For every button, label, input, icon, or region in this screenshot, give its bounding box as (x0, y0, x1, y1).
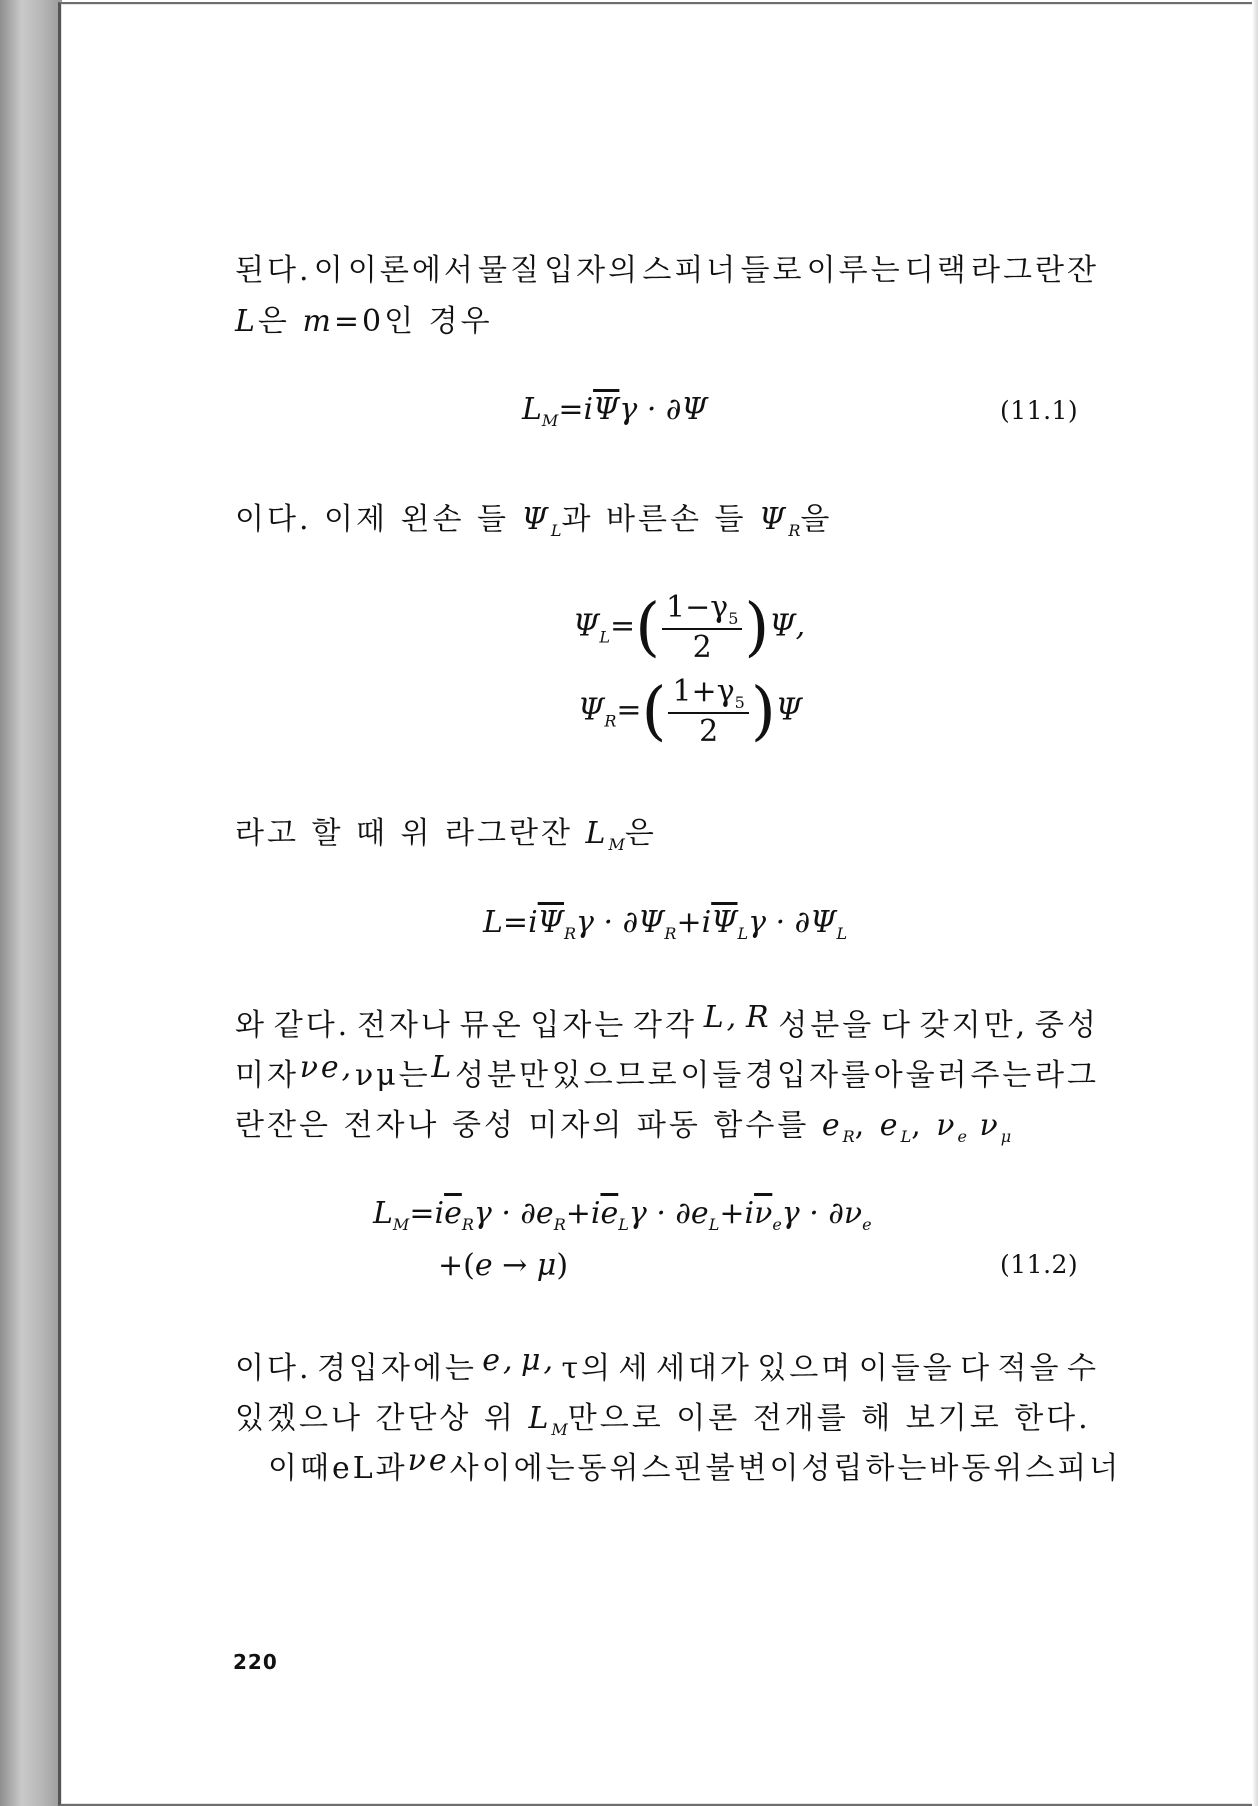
para3: 라고 할 때 위 라그란잔 $L_M$은 (235, 816, 657, 854)
word: 있으며 (757, 1351, 854, 1386)
word: 있으므로 (551, 1058, 680, 1093)
word: 된다. (235, 253, 312, 288)
equation-11-2-line2: +(e → μ) (438, 1248, 569, 1283)
para5-line3 (268, 1443, 1122, 1487)
word: 이 (313, 253, 346, 288)
word: 때 (299, 1451, 332, 1486)
word: 각각 (633, 1008, 697, 1043)
word: 같다. (273, 1008, 351, 1043)
equation-number-11-2: (11.2) (1000, 1250, 1079, 1279)
word: eL과 (331, 1451, 408, 1486)
equation-psi-R: $\Psi_R=$( $\frac{1+\gamma_5}{2}$ )Ψ (578, 674, 803, 749)
word: 중성 (1034, 1008, 1099, 1043)
equation-11-2-line1: $L_M=i\overline{e}_R\gamma \cdot \partial e_R+i\overline{e}_L\gamma \cdot \partial e_L+i\overline{\nu}_e\gamma \cdot \partial\nu_e$ (373, 1196, 872, 1234)
word: νe (407, 1443, 450, 1478)
word: 라그란잔 (971, 253, 1099, 288)
word: 디랙 (904, 253, 969, 288)
word: 미자 (235, 1058, 299, 1093)
word: 경입자에는 (316, 1351, 477, 1386)
word: 이들을 (858, 1351, 955, 1386)
word: 사이에는 (449, 1451, 578, 1486)
word: 세대가 (655, 1351, 752, 1386)
word: 스피너 (1025, 1451, 1122, 1486)
equation-number-11-1: (11.1) (1000, 396, 1079, 425)
word: 다 (880, 1008, 913, 1043)
word: 동위 (577, 1451, 642, 1486)
para1-line2: L은 m=0인 경우 (235, 304, 493, 339)
word: 세 (618, 1351, 651, 1386)
word: L (431, 1050, 455, 1085)
word: 주는 (970, 1058, 1035, 1093)
word: τ의 (561, 1351, 614, 1386)
word: R (745, 1000, 772, 1035)
para5-line2: 있겠으나 간단상 위 $L_M$만으로 이론 전개를 해 보기로 한다. (235, 1401, 1091, 1439)
word: 이다. (235, 1351, 312, 1386)
para4-line1 (235, 1000, 1099, 1044)
word: 아울러 (873, 1058, 970, 1093)
equation-11-1: $L_M=i\overline{\Psi}\gamma \cdot \partial\Psi$ (522, 392, 708, 430)
word: νμ는 (354, 1058, 431, 1093)
equation-psi-L: $\Psi_L=$( $\frac{1-\gamma_5}{2}$ )Ψ, (573, 590, 806, 665)
word: 입자의 (544, 253, 641, 288)
word: L, (703, 1000, 740, 1035)
word: 전자나 (356, 1008, 453, 1043)
page-edge (1252, 0, 1258, 1806)
word: 동위 (961, 1451, 1026, 1486)
para4-line2 (235, 1050, 1099, 1094)
word: 입자는 (530, 1008, 627, 1043)
word: 다 (960, 1351, 993, 1386)
word: 이들 (680, 1058, 745, 1093)
word: 수 (1066, 1351, 1099, 1386)
equation-lagrangian-LR: $L=i\overline{\Psi}_R\gamma \cdot \partial\Psi_R+i\overline{\Psi}_L\gamma \cdot \partial\Psi_L$ (483, 905, 848, 943)
word: 성분을 (778, 1008, 875, 1043)
para5-line1 (235, 1343, 1099, 1387)
para1-line1 (235, 245, 1099, 289)
word: μ, (521, 1343, 557, 1378)
book-spine (0, 0, 62, 1806)
para4-line3: 란잔은 전자나 중성 미자의 파동 함수를 $e_R$, $e_L$, $\nu_e$ $\nu_\mu$ (235, 1108, 1012, 1146)
word: 이 (268, 1451, 300, 1486)
word: 들로 (740, 253, 805, 288)
word: 스피너 (642, 253, 739, 288)
word: 이론에서 (347, 253, 476, 288)
word: 이루는 (806, 253, 903, 288)
word: 적을 (997, 1351, 1062, 1386)
word: 불변이 (705, 1451, 802, 1486)
para2: 이다. 이제 왼손 들 $\Psi_L$과 바른손 들 $\Psi_R$을 (235, 502, 833, 540)
page-number: 220 (233, 1650, 278, 1674)
word: 갖지만, (919, 1008, 1029, 1043)
word: 성분만 (455, 1058, 551, 1093)
word: e, (482, 1343, 516, 1378)
word: 성립하는바 (801, 1451, 962, 1486)
word: 뮤온 (459, 1008, 524, 1043)
word: νe, (299, 1050, 355, 1085)
word: 물질 (478, 253, 542, 288)
word: 경입자를 (745, 1058, 873, 1093)
word: 스핀 (641, 1451, 706, 1486)
word: 라그 (1035, 1058, 1099, 1093)
word: 와 (235, 1008, 267, 1043)
